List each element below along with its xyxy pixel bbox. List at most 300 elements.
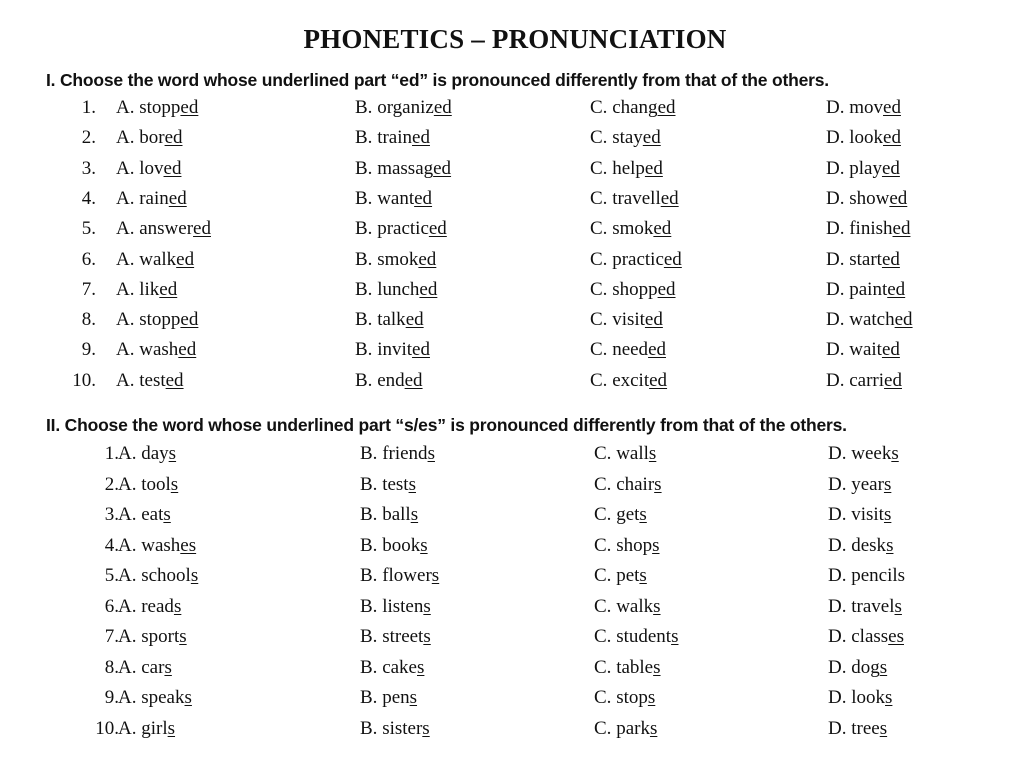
question-row [0,279,1024,309]
option-label: C. [594,473,612,495]
underlined-ending: s [408,473,416,495]
option-a[interactable] [116,249,194,271]
option-a[interactable] [116,309,198,331]
option-c[interactable] [594,504,647,526]
option-word: smok [377,248,419,270]
option-word: read [141,595,174,617]
option-label: B. [355,97,373,118]
option-word: table [616,656,654,678]
underlined-ending: ed [889,187,908,209]
underlined-ending: s [639,504,647,525]
option-b[interactable] [355,97,452,119]
option-label: D. [828,687,847,708]
option-label: B. [355,339,373,361]
option-word: speak [141,687,185,708]
option-b[interactable] [360,718,430,740]
underlined-ending: ed [663,248,682,270]
option-label: B. [360,717,378,739]
option-label: C. [594,595,612,617]
underlined-ending: s [163,504,171,525]
option-label: A. [118,595,137,617]
question-number: 1. [104,443,119,464]
option-label: C. [594,534,612,556]
question-number: 2. [81,127,96,149]
option-c[interactable] [594,596,661,618]
option-d[interactable] [828,718,887,740]
option-word: watch [849,309,895,331]
option-word: shop [616,534,653,556]
underlined-ending: ed [419,278,438,300]
question-number: 7. [81,278,96,300]
option-d[interactable] [826,158,900,180]
option-d[interactable] [828,474,891,496]
option-label: A. [118,504,137,525]
question-number: 6. [104,595,119,617]
question-row [0,249,1024,279]
option-b[interactable] [360,687,417,709]
option-label: B. [360,443,378,464]
option-label: B. [355,309,373,331]
underlined-ending: s [891,443,899,464]
option-c[interactable] [594,687,655,709]
option-d[interactable] [826,339,900,361]
underlined-ending: s [190,565,199,586]
option-word: get [616,504,640,525]
question-row [0,158,1024,188]
option-label: A. [116,157,135,179]
option-label: B. [360,656,378,678]
underlined-ending: s [422,717,430,739]
option-word: practic [377,218,429,240]
underlined-ending: ed [159,278,178,300]
option-label: C. [590,339,608,361]
option-label: A. [118,687,137,708]
option-word: desk [851,534,887,556]
option-word: ball [382,504,411,525]
option-word: massag [377,157,434,179]
option-word: smok [612,218,654,240]
option-b[interactable] [355,218,447,240]
option-d[interactable] [828,687,892,709]
underlined-ending: s [427,443,435,464]
question-number: 3. [81,157,96,179]
underlined-ending: s [648,443,657,464]
underlined-ending: ed [883,127,901,149]
question-number: 5. [81,218,96,240]
underlined-ending: s [431,565,440,586]
option-label: B. [355,187,373,209]
option-label: C. [590,187,608,209]
question-row [0,626,1024,656]
option-label: B. [355,369,373,391]
underlined-ending: s [410,504,419,525]
underlined-ending: s [417,656,425,678]
option-word: week [851,443,892,464]
underlined-ending: ed [881,248,900,270]
option-a[interactable] [116,279,177,301]
option-word: park [616,717,650,739]
option-label: A. [116,369,135,391]
option-word: answer [139,218,194,240]
option-label: D. [828,473,847,495]
underlined-ending: ed [657,97,676,118]
question-number: 7. [104,626,119,647]
option-word: look [851,687,886,708]
underlined-ending: s [879,656,888,678]
option-b[interactable] [355,339,430,361]
question-number: 6. [81,248,96,270]
option-b[interactable] [360,596,431,618]
underlined-ending: s [420,534,428,556]
option-word: stay [612,127,643,149]
option-a[interactable] [116,339,196,361]
option-d[interactable] [828,504,891,526]
option-word: want [377,187,415,209]
option-word: chair [616,473,655,495]
option-label: C. [590,278,608,300]
option-label: D. [826,187,845,209]
option-c[interactable] [594,657,661,679]
option-d[interactable] [826,309,913,331]
option-label: D. [826,157,845,179]
option-label: D. [826,97,845,118]
option-c[interactable] [594,443,656,465]
option-label: C. [594,626,612,647]
underlined-ending: es [888,626,904,647]
question-number: 9. [81,339,96,361]
question-row [0,687,1024,717]
option-word: lov [139,157,164,179]
underlined-ending: s [885,687,893,708]
option-a[interactable] [118,718,175,740]
underlined-ending: ed [412,127,430,149]
option-word: start [849,248,882,270]
option-word: visit [612,309,645,331]
option-word: sport [141,626,180,647]
option-word: excit [612,369,650,391]
question-number: 2. [104,473,119,495]
underlined-ending: ed [881,157,900,179]
option-c[interactable] [590,370,667,392]
option-label: D. [828,443,847,464]
option-label: B. [355,127,373,149]
option-word: shopp [612,278,658,300]
underlined-ending: s [886,534,894,556]
option-d[interactable] [828,565,905,587]
underlined-ending: s [423,626,431,647]
option-label: C. [594,504,612,525]
option-label: C. [594,656,612,678]
option-d[interactable] [826,97,901,119]
question-row [0,188,1024,218]
option-label: B. [355,157,373,179]
option-label: D. [826,127,845,149]
option-label: B. [355,278,373,300]
underlined-ending: s [671,626,679,647]
option-c[interactable] [590,97,676,119]
question-number: 8. [81,309,96,331]
underlined-ending: ed [412,339,430,361]
option-a[interactable] [116,188,187,210]
underlined-ending: s [167,717,176,739]
option-word: wait [849,339,882,361]
underlined-ending: s [883,473,892,495]
underlined-ending: es [180,534,197,556]
option-label: C. [590,157,608,179]
option-c[interactable] [590,127,661,149]
option-word: chang [612,97,658,118]
option-word: visit [851,504,884,525]
option-word: bor [139,127,165,149]
underlined-ending: ed [414,187,433,209]
underlined-ending: ed [405,309,424,331]
option-label: B. [360,534,378,556]
question-number: 4. [104,534,119,556]
option-a[interactable] [116,158,181,180]
option-c[interactable] [590,309,663,331]
option-label: A. [116,339,135,361]
underlined-ending: ed [176,248,195,270]
question-row [0,535,1024,565]
underlined-ending: ed [168,187,187,209]
underlined-ending: ed [648,339,666,361]
option-word: dog [851,656,880,678]
option-a[interactable] [118,535,196,557]
option-word: book [382,534,421,556]
underlined-ending: s [168,443,177,464]
option-word: stop [616,687,648,708]
option-word: girl [141,717,168,739]
option-label: B. [355,218,373,240]
option-c[interactable] [590,339,666,361]
option-d[interactable] [828,596,902,618]
option-d[interactable] [826,188,907,210]
option-c[interactable] [594,474,662,496]
underlined-ending: ed [163,157,182,179]
option-a[interactable] [116,127,183,149]
option-a[interactable] [118,504,171,526]
question-row [0,339,1024,369]
option-label: B. [360,504,378,525]
underlined-ending: ed [883,97,901,118]
option-c[interactable] [590,249,682,271]
option-a[interactable] [118,657,172,679]
question-row [0,370,1024,400]
option-label: C. [590,127,608,149]
underlined-ending: s [409,687,418,708]
option-word: pencils [851,565,906,586]
option-label: A. [116,278,135,300]
underlined-ending: ed [404,369,423,391]
option-b[interactable] [355,158,451,180]
option-label: A. [116,127,135,149]
section-1-heading: I. Choose the word whose underlined part “ed” is pronounced differently from that of the others. [46,70,829,90]
underlined-ending: s [653,595,661,617]
option-d[interactable] [826,370,902,392]
underlined-ending: s [639,565,647,586]
option-d[interactable] [828,535,893,557]
question-row [0,309,1024,339]
option-d[interactable] [826,218,910,240]
option-word: street [382,626,424,647]
option-label: A. [118,626,137,647]
option-label: C. [594,565,612,586]
option-b[interactable] [355,249,436,271]
option-word: stopp [139,97,181,118]
option-word: day [141,443,169,464]
option-c[interactable] [594,535,660,557]
option-label: A. [116,309,135,331]
page-title: PHONETICS – PRONUNCIATION [303,24,727,54]
underlined-ending: ed [887,278,906,300]
underlined-ending: ed [418,248,437,270]
question-row [0,504,1024,534]
option-b[interactable] [360,443,435,465]
option-d[interactable] [828,443,899,465]
option-b[interactable] [355,279,437,301]
option-word: carri [849,369,885,391]
option-word: class [851,626,889,647]
option-b[interactable] [360,565,439,587]
option-a[interactable] [118,474,178,496]
option-b[interactable] [355,309,424,331]
option-word: walk [616,595,654,617]
option-word: play [849,157,882,179]
option-c[interactable] [594,565,647,587]
underlined-ending: ed [164,127,183,149]
option-label: D. [826,248,845,270]
underlined-ending: ed [642,127,661,149]
option-a[interactable] [118,596,181,618]
option-label: C. [590,218,608,240]
option-a[interactable] [116,218,211,240]
option-word: show [849,187,890,209]
question-number: 10. [72,369,96,391]
option-word: friend [382,443,428,464]
underlined-ending: ed [892,218,911,240]
option-c[interactable] [590,279,676,301]
option-label: D. [828,504,847,525]
option-word: school [141,565,191,586]
question-row [0,443,1024,473]
question-row [0,218,1024,248]
option-b[interactable] [355,370,423,392]
option-word: car [141,656,165,678]
option-word: rain [139,187,169,209]
option-word: test [139,369,166,391]
option-label: A. [116,97,135,118]
option-c[interactable] [590,188,679,210]
underlined-ending: ed [657,278,676,300]
option-a[interactable] [116,370,184,392]
option-label: C. [590,248,608,270]
option-label: D. [826,339,845,361]
option-label: C. [590,97,608,118]
option-d[interactable] [828,626,904,648]
option-word: mov [849,97,884,118]
option-label: D. [826,218,845,240]
option-word: tool [141,473,171,495]
option-b[interactable] [360,626,431,648]
option-word: pet [616,565,640,586]
option-label: C. [590,309,608,331]
option-label: B. [355,248,373,270]
option-a[interactable] [118,565,198,587]
underlined-ending: ed [433,157,452,179]
underlined-ending: ed [428,218,447,240]
underlined-ending: s [649,717,658,739]
option-word: lunch [377,278,420,300]
option-a[interactable] [118,687,192,709]
option-label: B. [360,687,378,708]
option-word: sister [382,717,423,739]
option-d[interactable] [826,249,900,271]
option-word: year [851,473,884,495]
option-c[interactable] [590,158,663,180]
option-word: paint [849,278,888,300]
option-label: C. [590,369,608,391]
underlined-ending: ed [649,369,668,391]
option-b[interactable] [355,127,430,149]
underlined-ending: ed [644,309,663,331]
question-number: 3. [104,504,119,525]
option-b[interactable] [360,474,416,496]
option-b[interactable] [360,504,418,526]
question-row [0,97,1024,127]
option-word: lik [139,278,160,300]
underlined-ending: s [883,504,892,525]
option-word: talk [377,309,406,331]
underlined-ending: ed [894,309,913,331]
option-b[interactable] [355,188,432,210]
underlined-ending: s [179,626,187,647]
option-label: D. [826,309,845,331]
option-word: cake [382,656,417,678]
option-c[interactable] [590,218,671,240]
section-2-heading: II. Choose the word whose underlined part “s/es” is pronounced differently from that of the others. [46,415,847,435]
option-word: organiz [377,97,434,118]
underlined-ending: s [653,656,661,678]
question-number: 5. [104,565,119,586]
underlined-ending: ed [653,218,672,240]
question-row [0,127,1024,157]
question-row [0,474,1024,504]
option-word: train [377,127,413,149]
option-label: B. [360,595,378,617]
question-row [0,657,1024,687]
option-c[interactable] [594,718,657,740]
option-label: D. [826,278,845,300]
option-d[interactable] [828,657,887,679]
option-b[interactable] [360,535,428,557]
option-d[interactable] [826,279,905,301]
option-c[interactable] [594,626,678,648]
option-label: C. [594,443,612,464]
option-label: D. [828,595,847,617]
option-a[interactable] [118,626,187,648]
underlined-ending: s [173,595,182,617]
option-label: D. [828,717,847,739]
option-b[interactable] [360,657,424,679]
option-a[interactable] [118,443,176,465]
option-word: flower [382,565,432,586]
question-number: 8. [104,656,119,678]
option-d[interactable] [826,127,901,149]
option-a[interactable] [116,97,198,119]
underlined-ending: s [184,687,192,708]
option-word: practic [612,248,664,270]
option-word: student [616,626,672,647]
